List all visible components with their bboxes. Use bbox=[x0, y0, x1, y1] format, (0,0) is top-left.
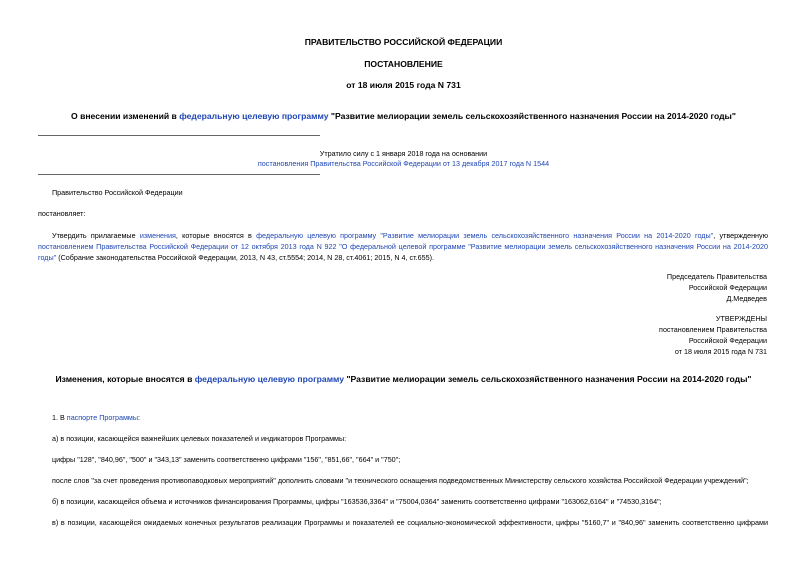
title-program-link[interactable]: федеральную целевую программу bbox=[179, 111, 329, 121]
approved-line3: Российской Федерации bbox=[688, 336, 767, 345]
document-title bbox=[0, 111, 807, 121]
program-link[interactable]: федеральную целевую программу "Развитие мелиорации земель сельскохозяйственного назначения России на 2014-2020 годы" bbox=[256, 231, 714, 240]
approved-line4: от 18 июля 2015 года N 731 bbox=[674, 347, 767, 356]
title-prefix: О внесении изменений в bbox=[71, 111, 180, 121]
item-1 bbox=[52, 413, 140, 422]
p1-part-b: , которые вносятся в bbox=[175, 231, 257, 240]
p1-part-a: Утвердить прилагаемые bbox=[52, 231, 140, 240]
program-passport-link[interactable]: паспорте Программы bbox=[66, 413, 139, 422]
status-note-link[interactable]: постановления Правительства Российской Федерации от 13 декабря 2017 года N 1544 bbox=[257, 159, 550, 168]
signature-block bbox=[667, 271, 767, 304]
p1-part-c: , утвержденную bbox=[713, 231, 768, 240]
header-date-number: от 18 июля 2015 года N 731 bbox=[346, 80, 461, 90]
approved-line2: постановлением Правительства bbox=[659, 325, 767, 334]
header-org: ПРАВИТЕЛЬСТВО РОССИЙСКОЙ ФЕДЕРАЦИИ bbox=[304, 37, 503, 47]
item-a-2: после слов "за счет проведения противопаводковых мероприятий" дополнить словами "и технического оснащения подведомственных Министерству сельского хозяйства Российской Федерации учреждений"; bbox=[52, 476, 749, 485]
signature-line2: Российской Федерации bbox=[688, 283, 767, 292]
signature-line3: Д.Медведев bbox=[726, 294, 767, 303]
status-note-line2 bbox=[0, 159, 807, 168]
header-doc-type: ПОСТАНОВЛЕНИЕ bbox=[364, 59, 443, 69]
changes-title-prefix: Изменения, которые вносятся в bbox=[55, 374, 195, 384]
item-v: в) в позиции, касающейся ожидаемых конечных результатов реализации Программы и показателей ее социально-экономической эффективности, цифры "5160,7" и "840,96" заменить соответственно цифрами bbox=[52, 518, 768, 527]
divider-top bbox=[38, 135, 320, 136]
decree-922-link[interactable]: постановлением Правительства Российской Федерации от 12 октября 2013 года N 922 "О федеральной целевой программе "Развитие мелиорации земель сельскохозяйственного назначения России на 2014-2020 годы" bbox=[38, 242, 768, 262]
approved-block bbox=[659, 313, 767, 357]
changes-title-program-link[interactable]: федеральную целевую программу bbox=[194, 374, 345, 384]
resolves-label: постановляет: bbox=[38, 209, 86, 218]
signature-line1: Председатель Правительства bbox=[666, 272, 767, 281]
changes-link[interactable]: изменения bbox=[139, 231, 176, 240]
item-a-1: цифры "128", "840,96", "500" и "343,13" заменить соответственно цифрами "156", "851,66", "664" и "750"; bbox=[52, 455, 401, 464]
government-label: Правительство Российской Федерации bbox=[52, 188, 183, 197]
p1-part-d: (Собрание законодательства Российской Федерации, 2013, N 43, ст.5554; 2014, N 28, ст.4061; 2015, N 4, ст.655). bbox=[56, 253, 435, 262]
item-b: б) в позиции, касающейся объема и источников финансирования Программы, цифры "163536,3364" и "75004,0364" заменить соответственно цифрами "163062,6164" и "74530,3164"; bbox=[52, 497, 662, 506]
item-1-suffix: : bbox=[138, 413, 141, 422]
title-suffix: "Развитие мелиорации земель сельскохозяйственного назначения России на 2014-2020 годы" bbox=[328, 111, 736, 121]
item-a: а) в позиции, касающейся важнейших целевых показателей и индикаторов Программы: bbox=[52, 434, 347, 443]
item-1-prefix: 1. В bbox=[52, 413, 67, 422]
changes-title bbox=[0, 374, 807, 384]
approved-line1: УТВЕРЖДЕНЫ bbox=[715, 314, 767, 323]
divider-bottom bbox=[38, 174, 320, 175]
resolution-paragraph bbox=[38, 230, 768, 263]
changes-title-suffix: "Развитие мелиорации земель сельскохозяйственного назначения России на 2014-2020 годы" bbox=[344, 374, 752, 384]
status-note-line1: Утратило силу с 1 января 2018 года на основании bbox=[319, 149, 488, 158]
